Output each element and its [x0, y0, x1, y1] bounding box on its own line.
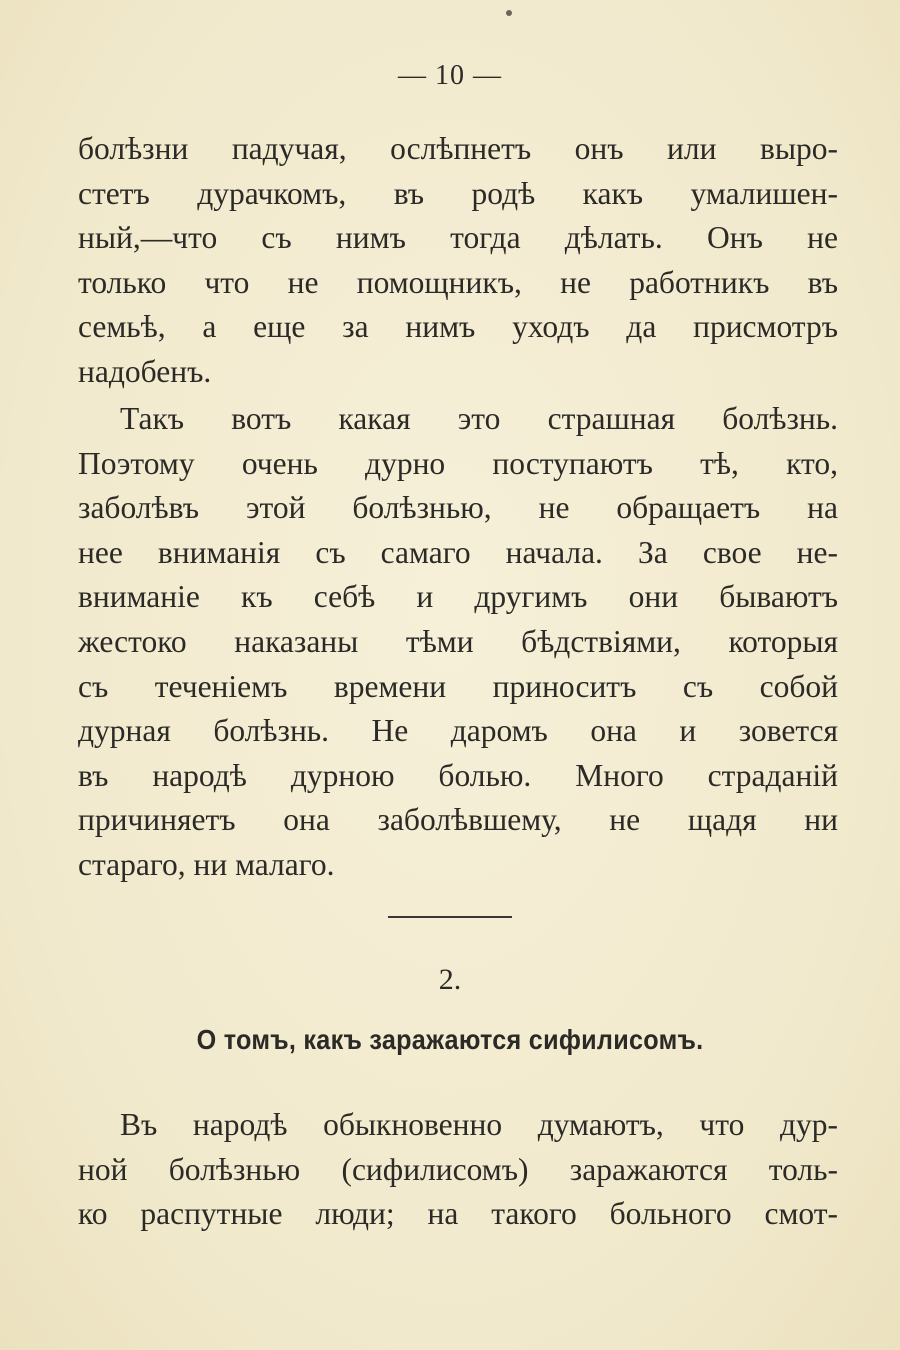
- text-line: ный,—что съ нимъ тогда дѣлать. Онъ не: [78, 220, 838, 256]
- text-line: дурная болѣзнь. Не даромъ она и зовется: [78, 713, 838, 749]
- section-number: 2.: [438, 963, 462, 996]
- text-line: въ народѣ дурною болью. Много страданій: [78, 757, 838, 793]
- text-line: Въ народѣ обыкновенно думаютъ, что дур-: [120, 1107, 838, 1142]
- text-line: семьѣ, а еще за нимъ уходъ да присмотръ: [78, 309, 838, 345]
- page-number: — 10 —: [398, 60, 502, 91]
- section-divider: [388, 916, 512, 918]
- text-line: ко распутные люди; на такого больного смот-: [78, 1196, 838, 1232]
- paragraph-continued: [78, 127, 838, 395]
- ink-speck: [506, 10, 512, 16]
- text-line: вниманіе къ себѣ и другимъ они бываютъ: [78, 579, 838, 615]
- text-line: болѣзни падучая, ослѣпнетъ онъ или выро-: [78, 131, 838, 166]
- paragraph: [78, 397, 838, 888]
- section-heading: О томъ, какъ заражаются сифилисомъ.: [196, 1024, 704, 1055]
- text-line: Такъ вотъ какая это страшная болѣзнь.: [120, 401, 838, 436]
- text-line: стараго, ни малаго.: [78, 846, 335, 882]
- paragraph: [78, 1103, 838, 1237]
- text-line: Поэтому очень дурно поступаютъ тѣ, кто,: [78, 445, 838, 481]
- text-line: только что не помощникъ, не работникъ въ: [78, 264, 838, 300]
- text-line: стетъ дурачкомъ, въ родѣ какъ умалишен-: [78, 175, 838, 211]
- text-line: заболѣвъ этой болѣзнью, не обращаетъ на: [78, 490, 838, 526]
- text-line: съ теченіемъ времени приноситъ съ собой: [78, 668, 838, 704]
- text-line: причиняетъ она заболѣвшему, не щадя ни: [78, 802, 838, 838]
- text-line: ной болѣзнью (сифилисомъ) заражаются толь-: [78, 1151, 838, 1187]
- text-line: нее вниманія съ самаго начала. За свое не-: [78, 534, 838, 570]
- text-line: надобенъ.: [78, 353, 212, 389]
- text-line: жестоко наказаны тѣми бѣдствіями, которыя: [78, 623, 838, 659]
